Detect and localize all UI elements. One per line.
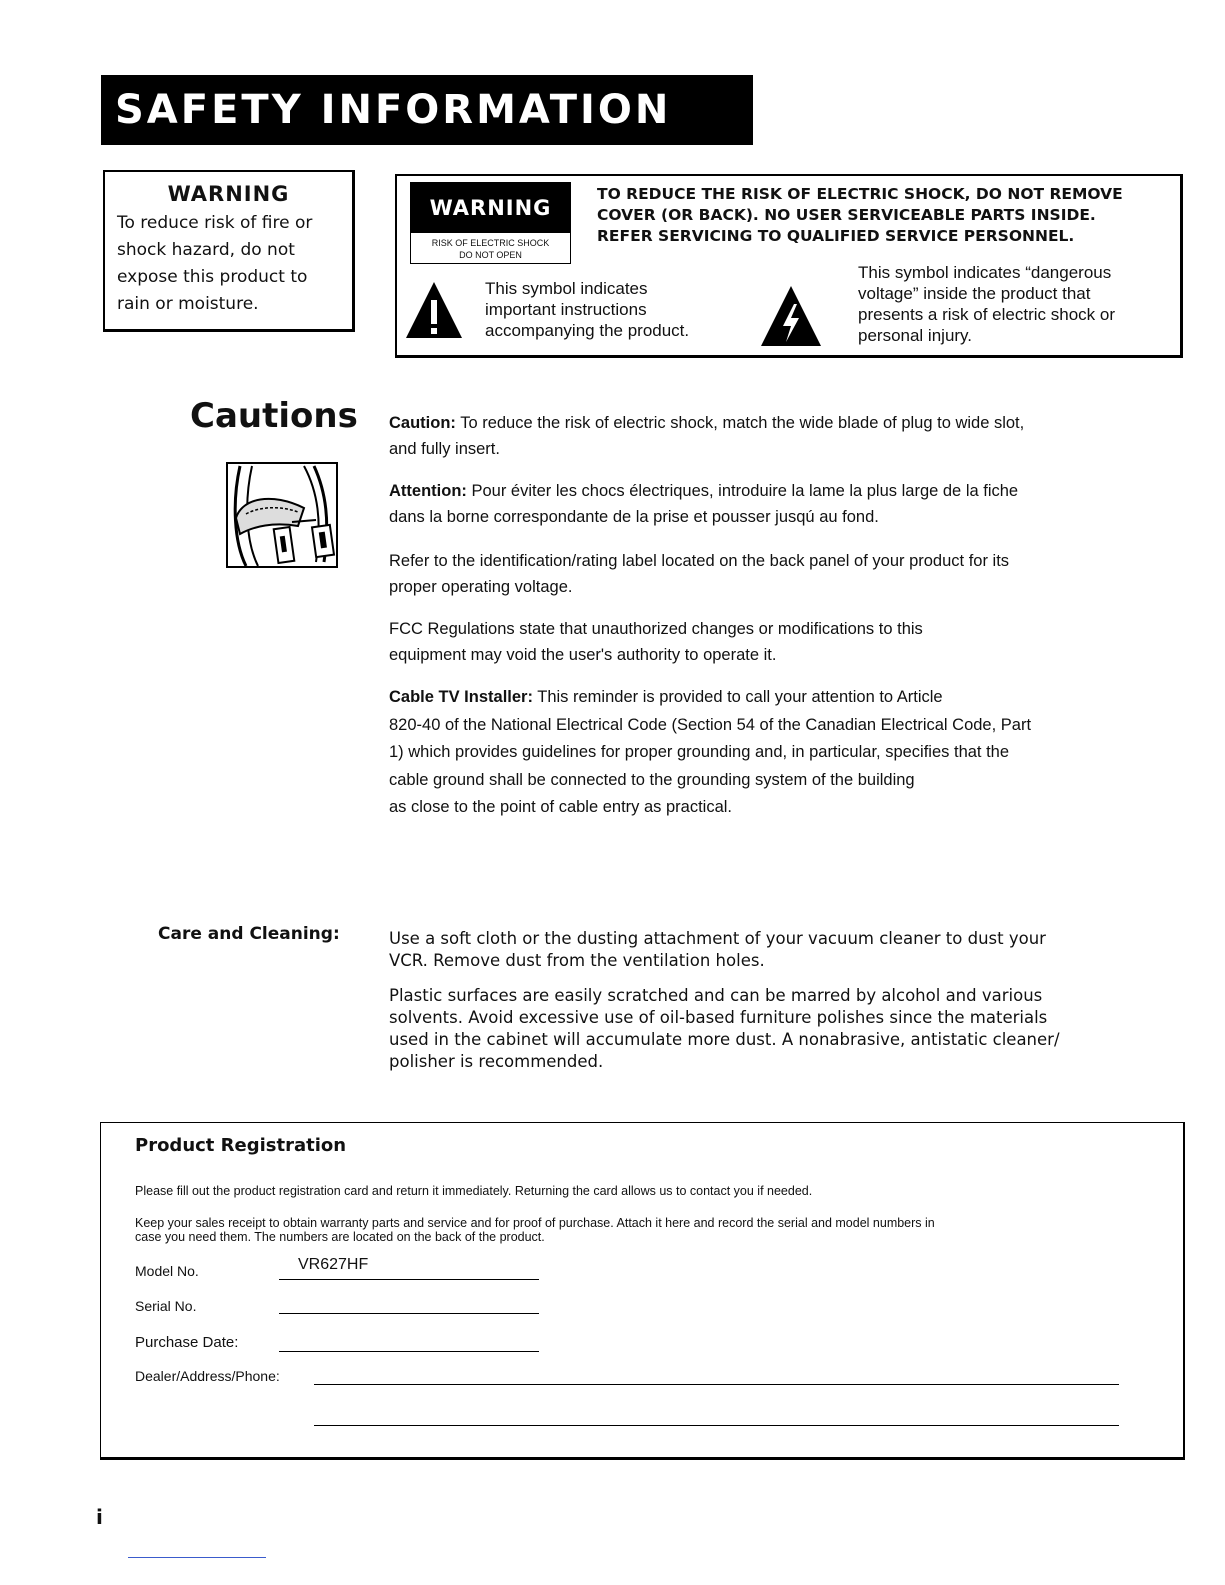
- caution-text: and fully insert.: [389, 440, 500, 458]
- symbol-line: accompanying the product.: [485, 321, 690, 340]
- warning-label: [410, 182, 571, 264]
- dealer-info-field-line-2[interactable]: [314, 1425, 1119, 1426]
- attention-label: Attention:: [389, 482, 467, 500]
- dealer-info-label: Dealer/Address/Phone:: [135, 1368, 280, 1384]
- page-number: i: [96, 1505, 103, 1529]
- polarized-plug-icon: [226, 462, 338, 572]
- caps-line: REFER SERVICING TO QUALIFIED SERVICE PERSONNEL.: [597, 227, 1075, 245]
- cable-text: This reminder is provided to call your attention to Article: [532, 688, 943, 706]
- receipt-note-line: case you need them. The numbers are located on the back of the product.: [135, 1230, 545, 1244]
- caution-label: Caution:: [389, 414, 456, 432]
- registration-instructions: Please fill out the product registration card and return it immediately. Returning the card allows us to contact you if needed.: [135, 1184, 813, 1198]
- refer-paragraph: [389, 548, 1179, 600]
- symbol-1-text: [485, 278, 689, 341]
- lightning-triangle-icon: [759, 284, 823, 348]
- electric-shock-warning-box: [395, 174, 1183, 358]
- care-text: used in the cabinet will accumulate more dust. A nonabrasive, antistatic cleaner/: [389, 1030, 1060, 1049]
- warning-line: To reduce risk of fire or: [117, 213, 313, 233]
- warning-heading: WARNING: [167, 182, 290, 206]
- symbol-line: This symbol indicates: [485, 279, 648, 298]
- fcc-text: FCC Regulations state that unauthorized changes or modifications to this: [389, 620, 923, 638]
- symbol-line: This symbol indicates “dangerous: [858, 263, 1112, 282]
- refer-text: proper operating voltage.: [389, 578, 573, 596]
- page-title: SAFETY INFORMATION: [101, 75, 753, 145]
- model-number-label: Model No.: [135, 1263, 199, 1279]
- serial-number-label: Serial No.: [135, 1298, 197, 1314]
- care-text: Plastic surfaces are easily scratched and can be marred by alcohol and various: [389, 986, 1043, 1005]
- care-cleaning-heading: Care and Cleaning:: [158, 924, 340, 944]
- exclamation-triangle-icon: [404, 280, 464, 340]
- cable-text: 820-40 of the National Electrical Code (Section 54 of the Canadian Electrical Code, Part: [389, 715, 1032, 734]
- bottom-divider: [128, 1557, 266, 1558]
- warning-line: rain or moisture.: [117, 294, 259, 314]
- attention-text: dans la borne correspondante de la prise et pousser jusqú au fond.: [389, 508, 879, 526]
- registration-receipt-note: [135, 1216, 1175, 1244]
- cable-text: cable ground shall be connected to the grounding system of the building: [389, 770, 915, 789]
- cable-text: as close to the point of cable entry as practical.: [389, 798, 733, 816]
- caution-text: To reduce the risk of electric shock, match the wide blade of plug to wide slot,: [455, 414, 1025, 432]
- attention-text: Pour éviter les chocs électriques, introduire la lame la plus large de la fiche: [466, 482, 1019, 500]
- symbol-line: presents a risk of electric shock or: [858, 305, 1115, 324]
- caps-line: COVER (OR BACK). NO USER SERVICEABLE PARTS INSIDE.: [597, 206, 1096, 224]
- care-text: VCR. Remove dust from the ventilation holes.: [389, 951, 765, 970]
- model-number-field[interactable]: [279, 1279, 539, 1280]
- symbol-2-text: [858, 262, 1115, 346]
- model-number-value: VR627HF: [298, 1256, 369, 1273]
- attention-paragraph: [389, 478, 1179, 530]
- product-registration-box: [100, 1122, 1185, 1460]
- warning-line: shock hazard, do not: [117, 240, 295, 260]
- symbol-line: important instructions: [485, 300, 647, 319]
- cable-text: 1) which provides guidelines for proper grounding and, in particular, specifies that the: [389, 743, 1010, 761]
- receipt-note-line: Keep your sales receipt to obtain warranty parts and service and for proof of purchase. Attach it here and record the serial and model numbers in: [135, 1216, 935, 1230]
- caution-paragraph: [389, 410, 1179, 462]
- purchase-date-field[interactable]: [279, 1351, 539, 1352]
- warning-label-small-1: RISK OF ELECTRIC SHOCK: [431, 238, 550, 248]
- warning-label-heading: WARNING: [411, 183, 570, 233]
- registration-heading: Product Registration: [135, 1135, 347, 1156]
- symbol-line: voltage” inside the product that: [858, 284, 1091, 303]
- care-paragraph-1: [389, 928, 1179, 972]
- caps-line: TO REDUCE THE RISK OF ELECTRIC SHOCK, DO NOT REMOVE: [597, 185, 1123, 203]
- warning-text: [105, 210, 352, 318]
- symbol-line: personal injury.: [858, 326, 973, 345]
- cable-installer-label: Cable TV Installer:: [389, 688, 533, 706]
- cautions-heading: Cautions: [190, 396, 358, 436]
- serial-number-field[interactable]: [279, 1313, 539, 1314]
- fire-shock-warning-box: [103, 170, 355, 332]
- warning-label-small-2: DO NOT OPEN: [459, 250, 522, 260]
- care-text: solvents. Avoid excessive use of oil-based furniture polishes since the materials: [389, 1008, 1048, 1027]
- cable-installer-paragraph: [389, 684, 1189, 822]
- fcc-paragraph: [389, 616, 1179, 668]
- fcc-text: equipment may void the user's authority to operate it.: [389, 646, 777, 664]
- care-paragraph-2: [389, 985, 1179, 1073]
- warning-caps-text: [597, 184, 1177, 247]
- care-text: Use a soft cloth or the dusting attachment of your vacuum cleaner to dust your: [389, 929, 1046, 948]
- warning-line: expose this product to: [117, 267, 308, 287]
- purchase-date-label: Purchase Date:: [135, 1334, 239, 1351]
- dealer-info-field[interactable]: [314, 1384, 1119, 1385]
- refer-text: Refer to the identification/rating label located on the back panel of your product for its: [389, 552, 1010, 570]
- care-text: polisher is recommended.: [389, 1052, 604, 1071]
